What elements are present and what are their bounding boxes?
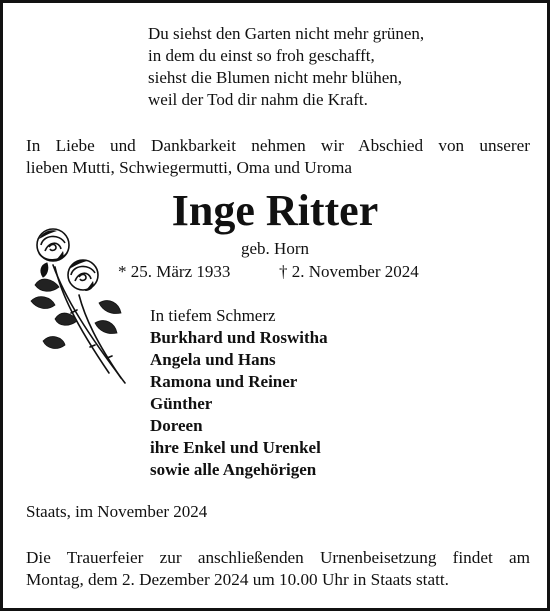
birth-date: * 25. März 1933	[118, 262, 231, 281]
maiden-name: geb. Horn	[241, 239, 309, 258]
mourner-name: Ramona und Reiner	[150, 372, 298, 391]
death-date: † 2. November 2024	[279, 262, 419, 281]
poem-line: siehst die Blumen nicht mehr blühen,	[148, 68, 403, 87]
place-date: Staats, im November 2024	[26, 502, 208, 521]
poem-line: in dem du einst so froh geschafft,	[148, 46, 375, 65]
poem-line: weil der Tod dir nahm die Kraft.	[148, 90, 368, 109]
service-line: Die Trauerfeier zur anschließenden Urnenbeisetzung findet am	[26, 548, 530, 567]
intro-line: lieben Mutti, Schwiegermutti, Oma und Uroma	[26, 158, 353, 177]
intro-text	[26, 135, 530, 179]
poem-line: Du siehst den Garten nicht mehr grünen,	[148, 24, 425, 43]
mourner-name: Doreen	[150, 416, 203, 435]
mourner-name: Angela und Hans	[150, 350, 276, 369]
funeral-service-info	[26, 547, 530, 591]
service-line: Montag, dem 2. Dezember 2024 um 10.00 Uhr in Staats statt.	[26, 570, 449, 589]
mourners-lead: In tiefem Schmerz	[150, 306, 276, 325]
intro-line: In Liebe und Dankbarkeit nehmen wir Abschied von unserer	[26, 136, 530, 155]
mourners-list	[150, 305, 328, 481]
mourner-name: Burkhard und Roswitha	[150, 328, 328, 347]
mourner-name: ihre Enkel und Urenkel	[150, 438, 321, 457]
mourner-name: Günther	[150, 394, 213, 413]
deceased-name: Inge Ritter	[171, 186, 379, 235]
mourner-name: sowie alle Angehörigen	[150, 460, 317, 479]
poem	[148, 23, 424, 111]
roses-icon	[25, 223, 137, 391]
